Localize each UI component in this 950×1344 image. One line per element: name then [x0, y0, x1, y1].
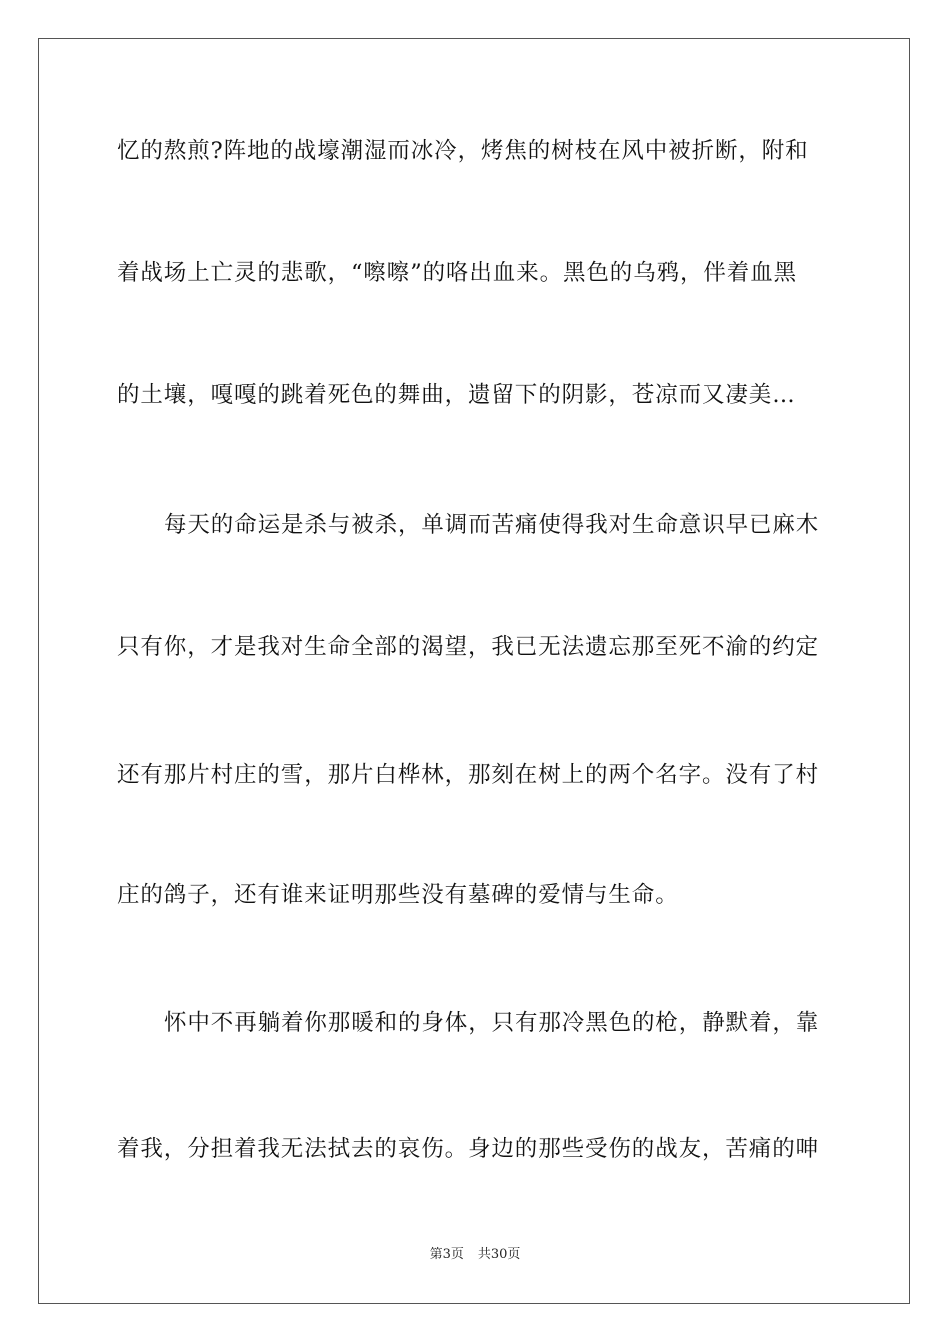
paragraph-start-line: 每天的命运是杀与被杀，单调而苦痛使得我对生命意识早已麻木 [164, 512, 820, 538]
page-border [38, 38, 910, 1304]
text-line-1: 忆的熬煎?阵地的战壕潮湿而冰冷，烤焦的树枝在风中被折断，附和 [117, 138, 809, 164]
page-footer [0, 1246, 950, 1264]
text-line-6: 还有那片村庄的雪，那片白桦林，那刻在树上的两个名字。没有了村 [117, 762, 820, 788]
text-line-5: 只有你，才是我对生命全部的渴望，我已无法遗忘那至死不渝的约定 [117, 634, 820, 660]
page-number: 第3页 [429, 1247, 464, 1262]
text-line-7: 庄的鸽子，还有谁来证明那些没有墓碑的爱情与生命。 [117, 882, 679, 908]
paragraph-start-line: 怀中不再躺着你那暖和的身体，只有那冷黑色的枪，静默着，靠 [164, 1010, 820, 1036]
text-line-9: 着我，分担着我无法拭去的哀伤。身边的那些受伤的战友，苦痛的呻 [117, 1136, 820, 1162]
text-line-2: 着战场上亡灵的悲歌，“嚓嚓”的咯出血来。黑色的乌鸦，伴着血黑 [117, 260, 798, 286]
page-total: 共30页 [477, 1247, 521, 1262]
text-line-3: 的土壤，嘎嘎的跳着死色的舞曲，遗留下的阴影，苍凉而又凄美… [117, 382, 796, 408]
